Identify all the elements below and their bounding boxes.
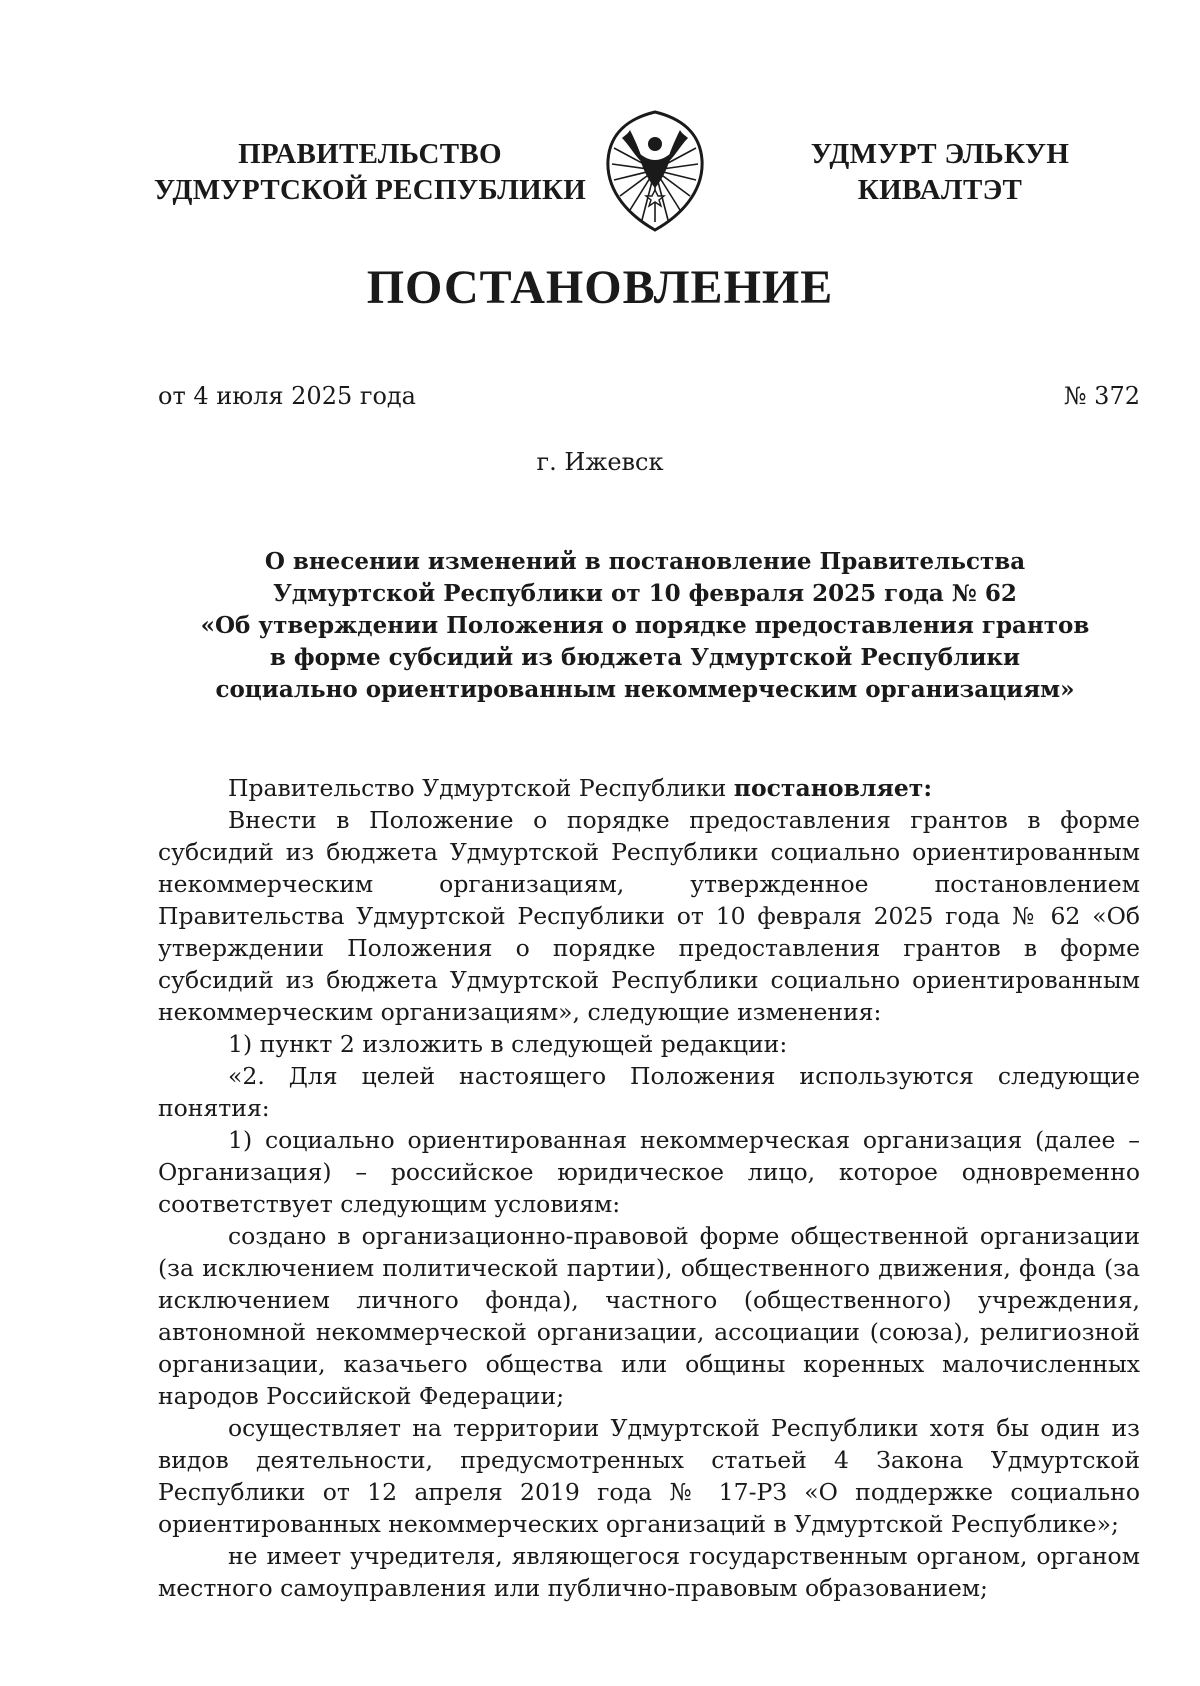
body-paragraph: 1) социально ориентированная некоммерческая организация (далее – Организация) – российское юридическое лицо, которое одновременно соответствует следующим условиям:: [158, 1126, 1140, 1218]
org-name-udmurt-line1: УДМУРТ ЭЛЬКУН: [810, 138, 1070, 170]
document-number: № 372: [1063, 382, 1140, 410]
org-name-russian-line1: ПРАВИТЕЛЬСТВО: [238, 138, 502, 170]
org-name-udmurt-line2: КИВАЛТЭТ: [857, 174, 1023, 206]
intro-bold-verb: постановляет:: [733, 774, 933, 802]
document-title: [150, 546, 1140, 706]
document-city: г. Ижевск: [536, 448, 664, 476]
body-paragraph: создано в организационно-правовой форме общественной организации (за исключением политической партии), общественного движения, фонда (за исключением личного фонда), частного (общественного) учреждения, автономной некоммерческой организации, ассоциации (союза), религиозной организации, казачьего общества или общины коренных малочисленных народов Российской Федерации;: [158, 1222, 1140, 1410]
body-paragraph: Внести в Положение о порядке предоставления грантов в форме субсидий из бюджета Удмуртской Республики социально ориентированным некоммерческим организациям, утвержденное постановлением Правительства Удмуртской Республики от 10 февраля 2025 года № 62 «Об утверждении Положения о порядке предоставления грантов в форме субсидий из бюджета Удмуртской Республики социально ориентированным некоммерческим организациям», следующие изменения:: [158, 806, 1140, 1026]
title-line: «Об утверждении Положения о порядке предоставления грантов: [200, 612, 1090, 639]
body-paragraph-intro: [158, 772, 1140, 804]
body-paragraph: не имеет учредителя, являющегося государственным органом, органом местного самоуправления или публично-правовым образованием;: [158, 1542, 1140, 1602]
org-name-udmurt: [790, 136, 1090, 208]
document-type: ПОСТАНОВЛЕНИЕ: [366, 261, 834, 314]
document-header: [0, 108, 1200, 238]
title-line: социально ориентированным некоммерческим организациям»: [215, 676, 1075, 703]
document-body: [158, 772, 1140, 1604]
body-paragraph: осуществляет на территории Удмуртской Республики хотя бы один из видов деятельности, предусмотренных статьей 4 Закона Удмуртской Республики от 12 апреля 2019 года № 17-РЗ «О поддержке социально ориентированных некоммерческих организаций в Удмуртской Республике»;: [158, 1414, 1140, 1538]
coat-of-arms-icon: [600, 108, 710, 234]
title-line: в форме субсидий из бюджета Удмуртской Республики: [269, 644, 1021, 671]
org-name-russian: [150, 136, 590, 208]
org-name-russian-line2: УДМУРТСКОЙ РЕСПУБЛИКИ: [153, 174, 587, 206]
title-line: О внесении изменений в постановление Правительства: [264, 548, 1026, 575]
body-paragraph: «2. Для целей настоящего Положения используются следующие понятия:: [158, 1062, 1140, 1122]
document-date: от 4 июля 2025 года: [158, 382, 416, 410]
body-paragraph: 1) пункт 2 изложить в следующей редакции:: [228, 1030, 788, 1058]
title-line: Удмуртской Республики от 10 февраля 2025 года № 62: [273, 580, 1017, 607]
intro-text: Правительство Удмуртской Республики: [228, 774, 734, 802]
